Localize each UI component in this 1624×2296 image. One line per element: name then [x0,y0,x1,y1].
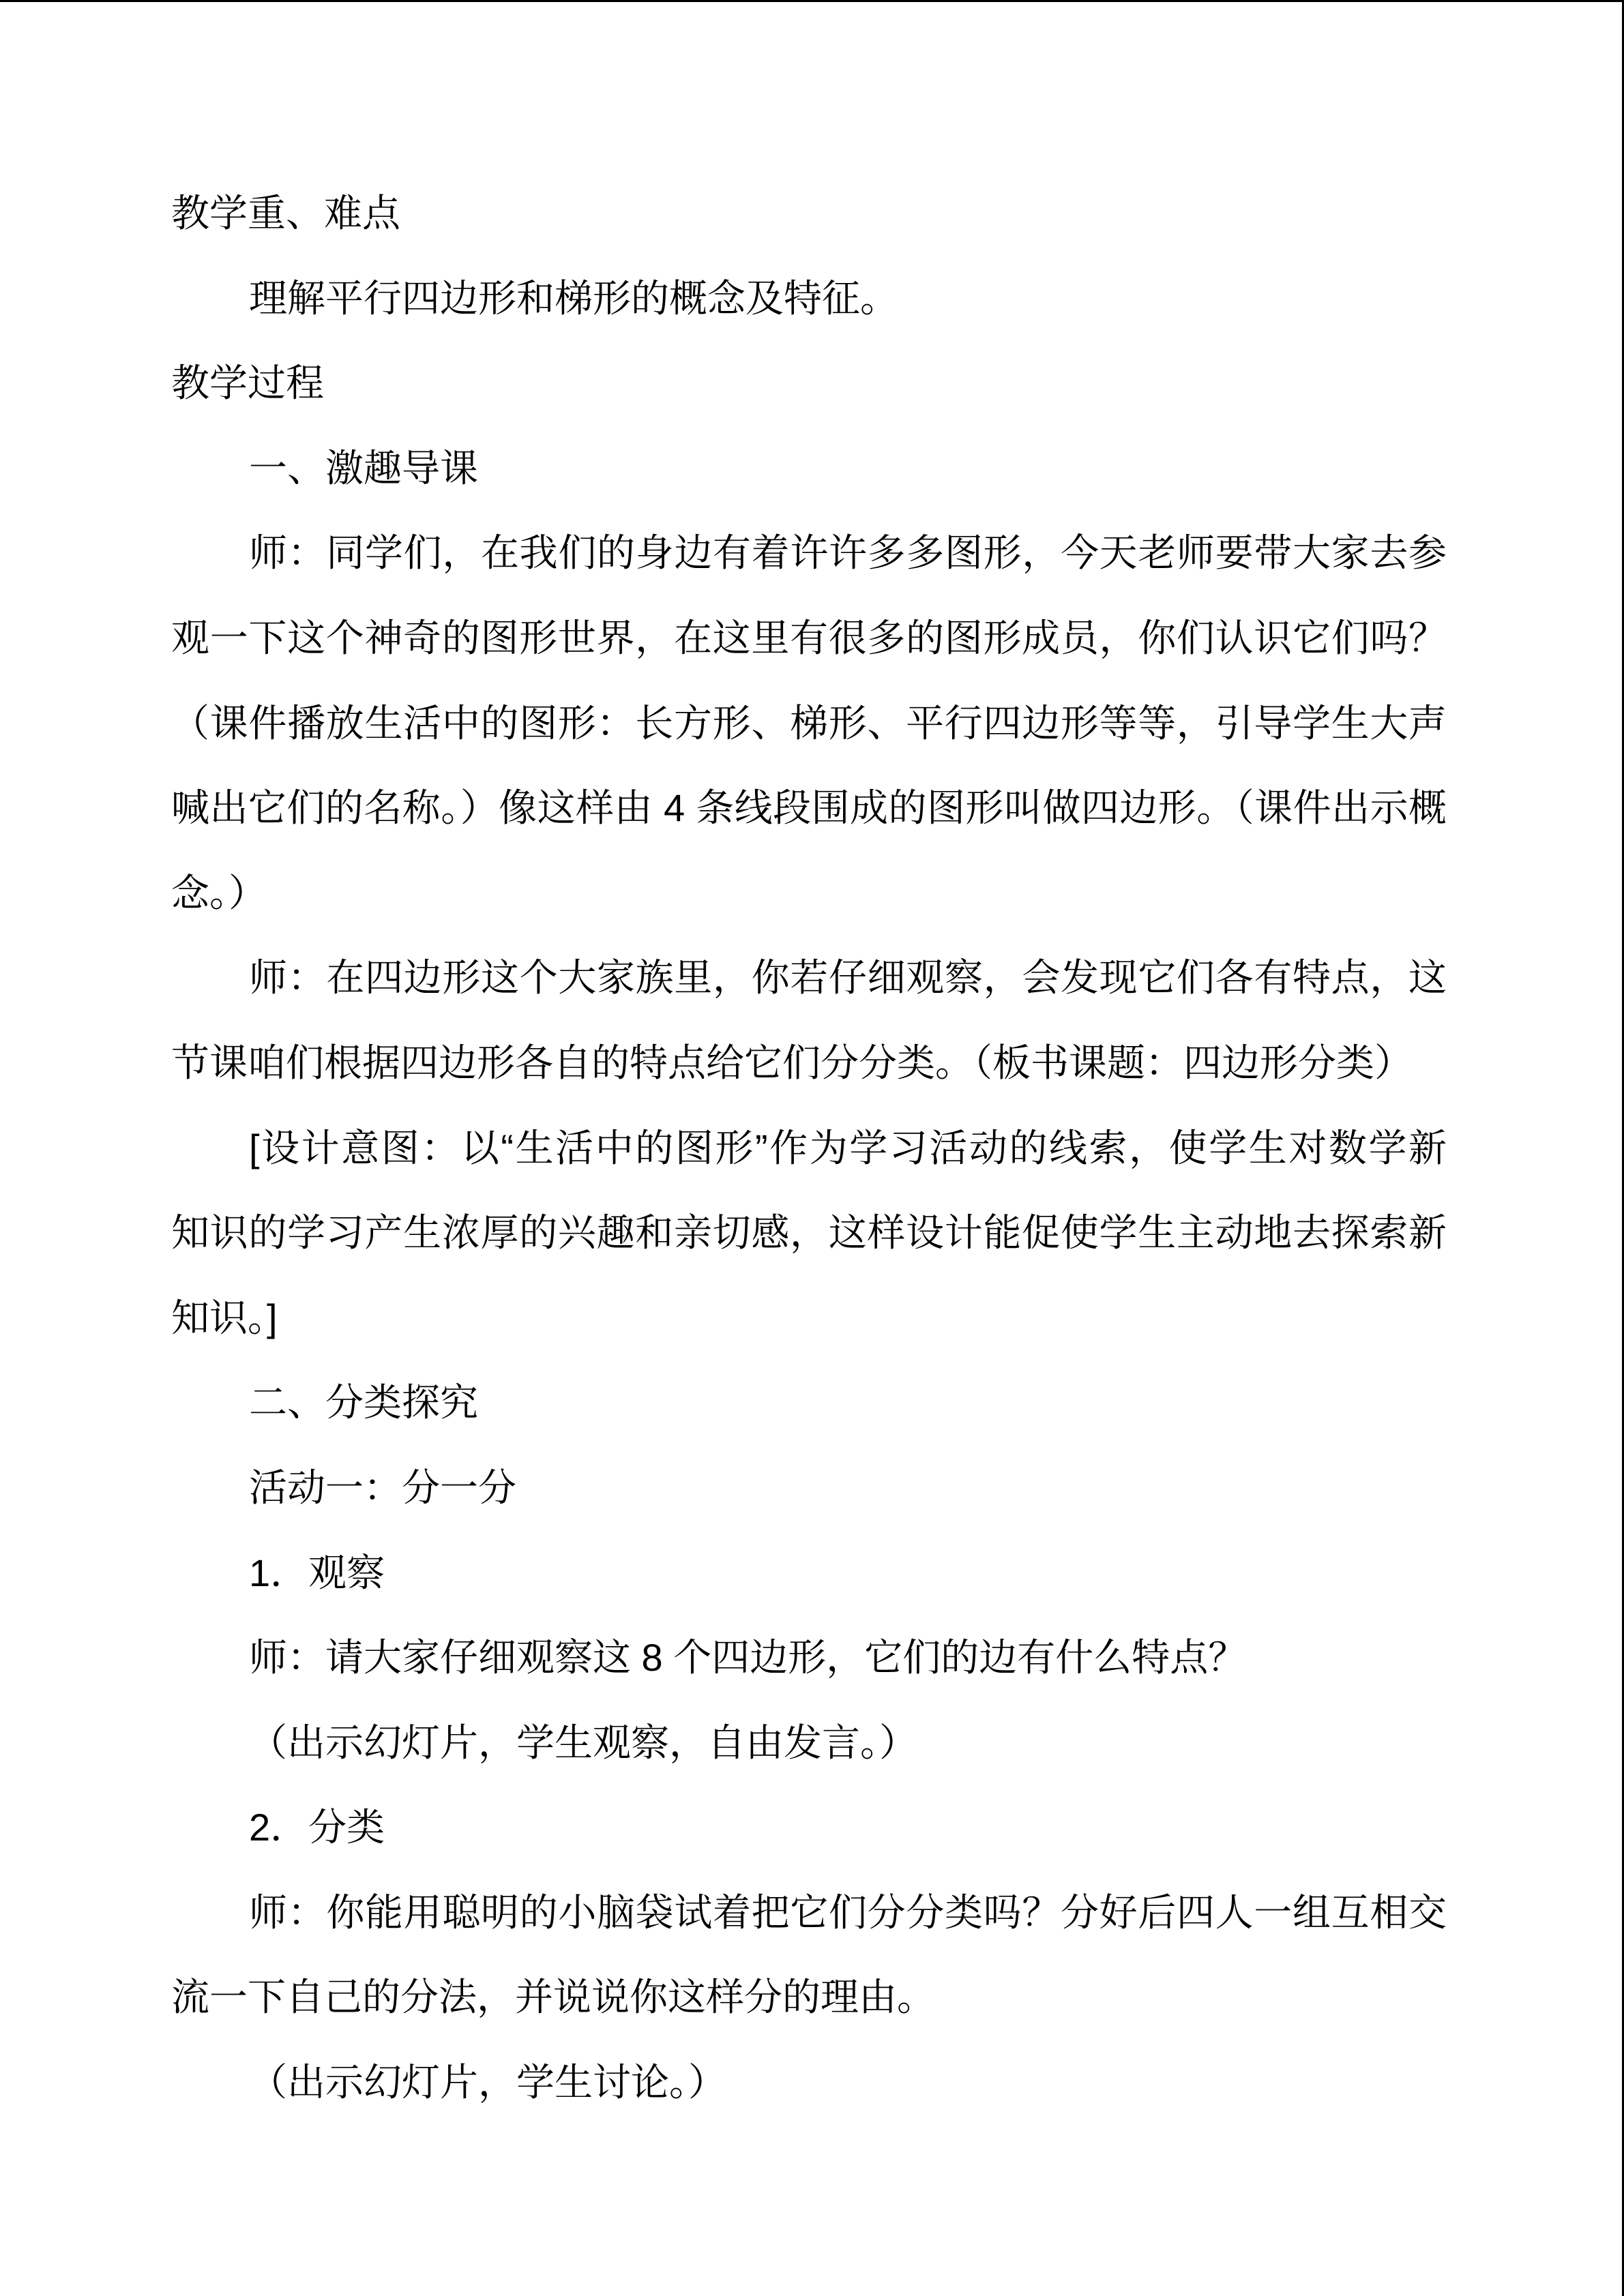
paragraph-design-intent [171,1106,1447,1361]
paragraph-line: （课件播放生活中的图形：长方形、梯形、平行四边形等等，引导学生大声 [171,701,1447,745]
paragraph-line: 理解平行四边形和梯形的概念及特征。 [249,276,898,320]
paragraph-line: 师：同学们，在我们的身边有着许许多多图形，今天老师要带大家去参 [249,531,1447,575]
paragraph-key-points [171,256,1447,342]
paragraph-line: 知识的学习产生浓厚的兴趣和亲切感，这样设计能促使学生主动地去探索新 [171,1211,1447,1255]
paragraph-line: （出示幻灯片，学生观察，自由发言。） [249,1720,917,1764]
step-heading-observe [171,1531,1447,1616]
paragraph-teacher-intro [171,511,1447,936]
document-body [171,171,1447,2126]
paragraph-line: 念。） [171,871,267,914]
paragraph-teacher-observe [171,1615,1447,1701]
paragraph-line: 师：在四边形这个大家族里，你若仔细观察，会发现它们各有特点，这 [249,956,1447,1000]
subsection-heading-explore [171,1360,1447,1446]
paragraph-slide-note [171,1701,1447,1786]
activity-heading [171,1446,1447,1531]
heading-text: 一、激趣导课 [249,446,478,490]
heading-text: 教学过程 [171,361,324,405]
paragraph-line: 师：你能用聪明的小脑袋试着把它们分分类吗？分好后四人一组互相交 [249,1890,1447,1934]
heading-text: 二、分类探究 [249,1381,478,1425]
section-heading-key-points [171,171,1447,256]
heading-text: 教学重、难点 [171,192,400,235]
paragraph-line: 流一下自己的分法，并说说你这样分的理由。 [171,1976,935,2019]
heading-text: 活动一：分一分 [249,1465,516,1509]
paragraph-teacher-classify [171,1870,1447,2040]
paragraph-line: [设计意图：以“生活中的图形”作为学习活动的线索，使学生对数学新 [249,1126,1447,1169]
paragraph-line: 喊出它们的名称。）像这样由 4 条线段围成的图形叫做四边形。（课件出示概 [171,786,1447,830]
paragraph-line: 节课咱们根据四边形各自的特点给它们分分类。（板书课题：四边形分类） [171,1041,1413,1084]
heading-text: 2．分类 [249,1806,385,1849]
paragraph-line: 知识。] [171,1296,278,1339]
paragraph-line: 师：请大家仔细观察这 8 个四边形，它们的边有什么特点？ [249,1636,1247,1680]
step-heading-classify [171,1785,1447,1870]
paragraph-teacher-topic [171,936,1447,1105]
section-heading-process [171,341,1447,426]
paragraph-slide-discussion [171,2040,1447,2126]
paragraph-line: （出示幻灯片，学生讨论。） [249,2061,726,2104]
subsection-heading-intro [171,426,1447,511]
paragraph-line: 观一下这个神奇的图形世界，在这里有很多的图形成员，你们认识它们吗？ [171,616,1447,659]
heading-text: 1．观察 [249,1551,385,1594]
